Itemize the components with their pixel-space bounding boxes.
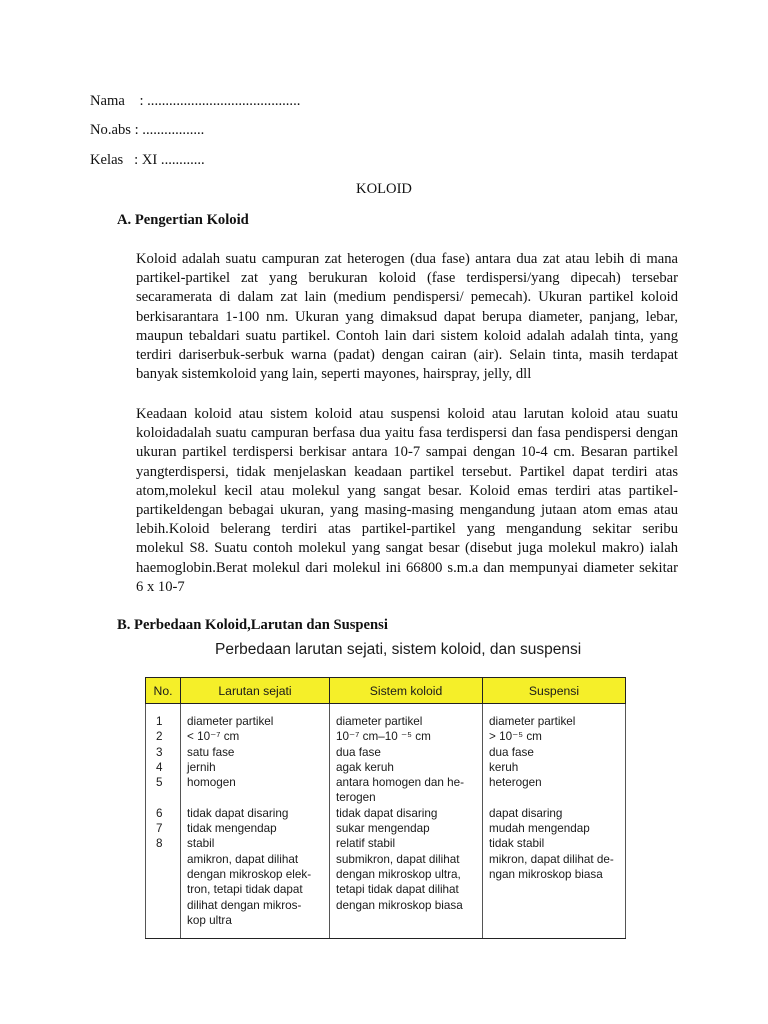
table-cell-line: 4 <box>156 760 163 774</box>
table-header-row <box>146 678 626 704</box>
paragraph-line: Keadaan koloid atau sistem koloid atau suspensi koloid atau larutan koloid atau suatu <box>136 406 678 422</box>
table-cell-line: stabil <box>187 837 215 851</box>
paragraph-line: terdiri dariserbuk-serbuk warna (padat) dengan cairan (air). Selain tinta, masih terdapat <box>136 347 678 364</box>
nama-field: Nama : .......................................... <box>90 93 301 109</box>
table-cell-line: < 10⁻⁷ cm <box>187 730 240 744</box>
table-cell-line: heterogen <box>489 776 542 790</box>
table-cell-line: dua fase <box>336 745 381 759</box>
table-cell-line <box>489 790 621 805</box>
section-b-heading: B. Perbedaan Koloid,Larutan dan Suspensi <box>117 617 388 633</box>
table-cell-line: agak keruh <box>336 760 394 774</box>
table-cell-line: diameter partikel <box>489 715 576 728</box>
comparison-table <box>145 677 626 939</box>
header-larutan: Larutan sejati <box>181 678 330 704</box>
paragraph-line: partikel-partikel zat yang berukuran koloid (fase terdispersi/yang dipecah) tersebar <box>136 270 678 287</box>
table-cell-line: 7 <box>156 822 163 836</box>
table-cell-line: tidak mengendap <box>187 822 277 836</box>
table-cell-line: 1 <box>156 715 163 728</box>
table-cell-line <box>187 790 325 805</box>
table-row <box>146 704 626 939</box>
table-cell-line: tidak dapat disaring <box>336 806 438 820</box>
table-cell-line: sukar mengendap <box>336 822 430 836</box>
table-cell-line: ngan mikroskop biasa <box>489 867 603 881</box>
table-cell-line: amikron, dapat dilihat <box>187 852 299 866</box>
table-cell-line: tidak dapat disaring <box>187 806 289 820</box>
paragraph-line: berkisarantara 1-100 nm. Ukuran yang dimaksud dapat berupa diameter, panjang, lebar, <box>136 308 678 325</box>
paragraph-line: lebih.Koloid belerang terdiri atas partikel-partikel yang mengandung sekitar seribu <box>136 521 678 538</box>
paragraph-line: Koloid adalah suatu campuran zat heterogen (dua fase) antara dua zat atau lebih di mana <box>136 251 678 267</box>
table-cell-line: kop ultra <box>187 913 232 927</box>
table-cell-line: diameter partikel <box>336 715 423 728</box>
table-cell-line: mikron, dapat dilihat de- <box>489 852 614 866</box>
header-koloid: Sistem koloid <box>330 678 483 704</box>
table-cell-line: 3 <box>156 745 163 759</box>
table-cell-line: tidak stabil <box>489 837 545 851</box>
header-suspensi: Suspensi <box>483 678 626 704</box>
table-cell-line: dapat disaring <box>489 806 563 820</box>
table-cell-line: diameter partikel <box>187 715 274 728</box>
paragraph-line: koloidadalah suatu campuran berfasa dua yaitu fasa terdispersi dan fasa pendispersi dengan <box>136 425 678 442</box>
paragraph-line: atom,molekul kecil atau molekul yang sangat besar. Koloid emas terdiri atas partikel- <box>136 482 678 499</box>
table-cell-line: jernih <box>187 760 216 774</box>
col-suspensi <box>483 704 626 939</box>
table-cell-line: keruh <box>489 760 519 774</box>
col-numbers <box>146 704 181 939</box>
table-cell-line: terogen <box>336 791 376 805</box>
table-caption: Perbedaan larutan sejati, sistem koloid, dan suspensi <box>215 641 582 658</box>
kelas-field: Kelas : XI ............ <box>90 152 205 168</box>
table-cell-line: dua fase <box>489 745 534 759</box>
table-cell-line: 6 <box>156 806 163 820</box>
paragraph-line: molekul S8. Suatu contoh molekul yang sangat besar (disebut juga molekul makro) ialah <box>136 540 678 557</box>
table-cell-line: > 10⁻⁵ cm <box>489 730 542 744</box>
paragraph-line: ukuran partikel terdispersi berkisar antara 10-7 sampai dengan 10-4 cm. Besaran partikel <box>136 444 678 461</box>
table-cell-line: dengan mikroskop biasa <box>336 898 463 912</box>
table-cell-line: mudah mengendap <box>489 822 590 836</box>
table-cell-line: 5 <box>156 776 163 790</box>
section-a-heading: A. Pengertian Koloid <box>117 212 249 228</box>
table-cell-line <box>156 790 176 805</box>
paragraph-line: maupun tebaldari suatu partikel. Contoh lain dari sistem koloid adalah adalah tinta, yang <box>136 327 678 344</box>
col-larutan <box>181 704 330 939</box>
section-a-paragraph-1 <box>136 250 678 384</box>
table-cell-line: dilihat dengan mikros- <box>187 898 302 912</box>
paragraph-line: haemoglobin.Berat molekul dari molekul ini 66800 s.m.a dan mempunyai diameter sekitar <box>136 559 678 576</box>
table-cell-line: relatif stabil <box>336 837 396 851</box>
section-a-paragraph-2 <box>136 405 678 597</box>
table-cell-line: 10⁻⁷ cm–10 ⁻⁵ cm <box>336 730 431 744</box>
page-title: KOLOID <box>356 181 412 197</box>
paragraph-line: banyak sistemkoloid yang lain, seperti mayones, hairspray, jelly, dll <box>136 366 532 383</box>
table-cell-line: tron, tetapi tidak dapat <box>187 883 303 897</box>
table-cell-line: dengan mikroskop elek- <box>187 867 312 881</box>
table-cell-line: submikron, dapat dilihat <box>336 852 460 866</box>
table-cell-line: satu fase <box>187 745 235 759</box>
table-cell-line: dengan mikroskop ultra, <box>336 867 461 881</box>
table-cell-line: 2 <box>156 730 163 744</box>
col-koloid <box>330 704 483 939</box>
table-cell-line: antara homogen dan he- <box>336 776 465 790</box>
paragraph-line: 6 x 10-7 <box>136 578 185 595</box>
header-no: No. <box>146 678 181 704</box>
table-cell-line: homogen <box>187 776 236 790</box>
noabs-field: No.abs : ................. <box>90 122 205 138</box>
table-cell-line: 8 <box>156 837 163 851</box>
table-cell-line: tetapi tidak dapat dilihat <box>336 883 459 897</box>
paragraph-line: yangterdispersi, tidak menjelaskan keadaan partikel tersebut. Partikel dapat terdiri atas <box>136 463 678 480</box>
paragraph-line: secaramerata di dalam zat lain (medium pendispersi/ pemecah). Ukuran partikel koloid <box>136 289 678 306</box>
paragraph-line: partikeldengan bebagai ukuran, yang masing-masing mengandung jutaan atom emas atau <box>136 502 678 519</box>
